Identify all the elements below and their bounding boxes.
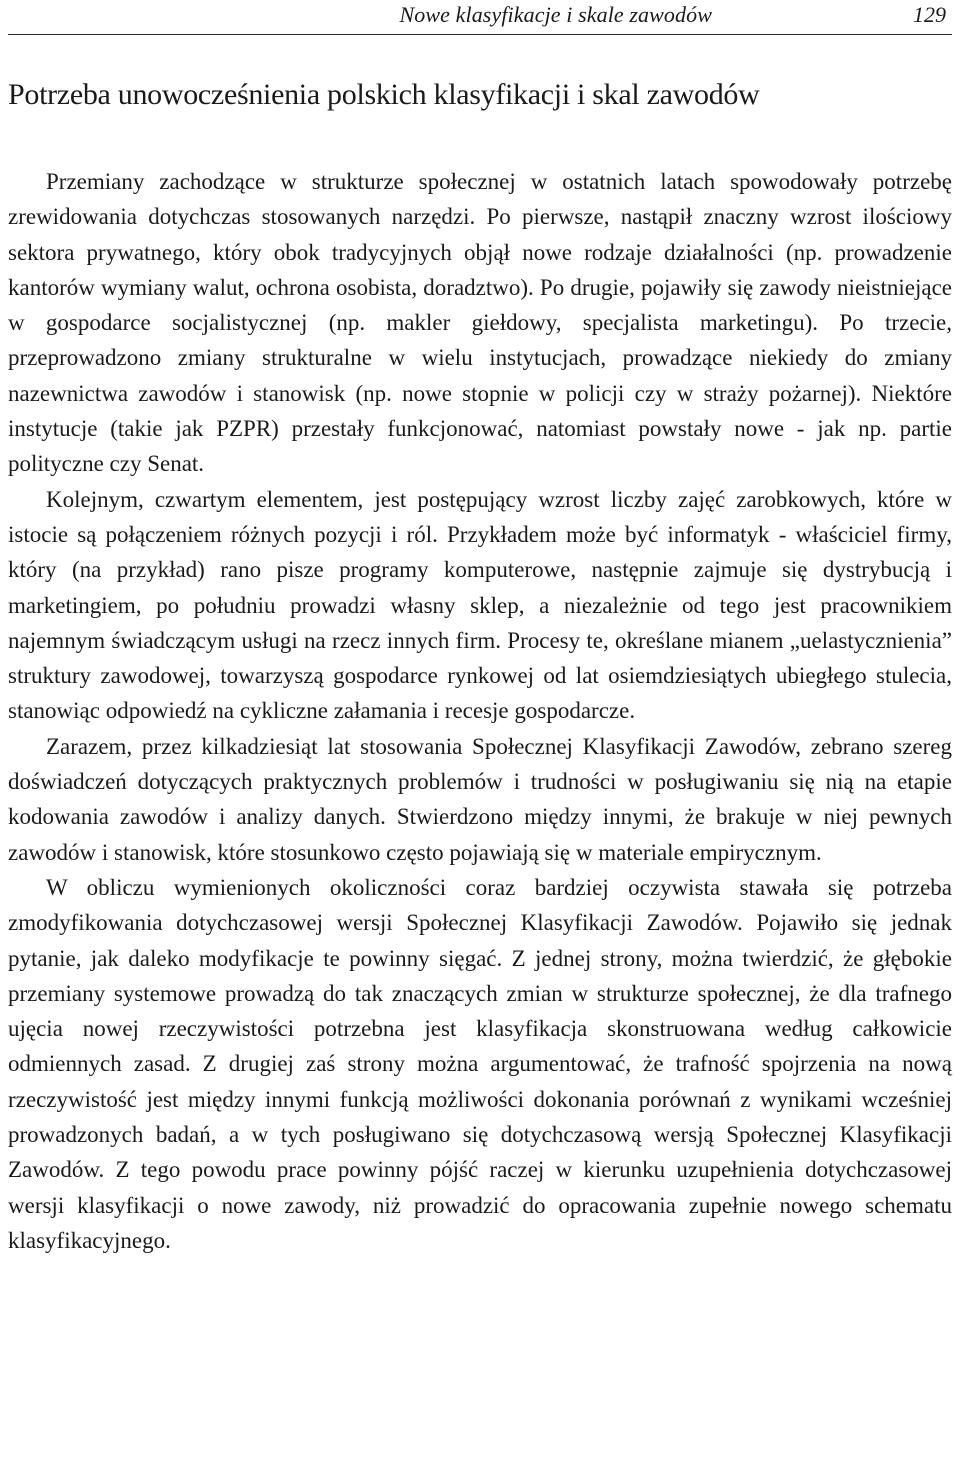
paragraph-2: Kolejnym, czwartym elementem, jest postępujący wzrost liczby zajęć zarobkowych, które w istocie są połączeniem różnych pozycji i ról. Przykładem może być informatyk - właściciel firmy, który (na przykład) rano pisze programy komputerowe, następnie zajmuje się dystrybucją i marketingiem, po południu prowadzi własny sklep, a niezależnie od tego jest pracownikiem najemnym świadczącym usługi na rzecz innych firm. Procesy te, określane mianem „uelastycznienia” struktury zawodowej, towarzyszą gospodarce rynkowej od lat osiemdziesiątych ubiegłego stulecia, stanowiąc odpowiedź na cykliczne załamania i recesje gospodarcze. [8, 486, 952, 724]
running-header [8, 0, 952, 35]
paragraph-1: Przemiany zachodzące w strukturze społecznej w ostatnich latach spowodowały potrzebę zrewidowania dotychczas stosowanych narzędzi. Po pierwsze, nastąpił znaczny wzrost ilościowy sektora prywatnego, który obok tradycyjnych objął nowe rodzaje działalności (np. prowadzenie kantorów wymiany walut, ochrona osobista, doradztwo). Po drugie, pojawiły się zawody nieistniejące w gospodarce socjalistycznej (np. makler giełdowy, specjalista marketingu). Po trzecie, przeprowadzono zmiany strukturalne w wielu instytucjach, prowadzące niekiedy do zmiany nazewnictwa zawodów i stanowisk (np. nowe stopnie w policji czy w straży pożarnej). Niektóre instytucje (takie jak PZPR) przestały funkcjonować, natomiast powstały nowe - jak np. partie polityczne czy Senat. [8, 169, 952, 477]
section-title: Potrzeba unowocześnienia polskich klasyfikacji i skal zawodów [8, 78, 760, 111]
paragraph-3: Zarazem, przez kilkadziesiąt lat stosowania Społecznej Klasyfikacji Zawodów, zebrano szereg doświadczeń dotyczących praktycznych problemów i trudności w posługiwaniu się nią na etapie kodowania zawodów i analizy danych. Stwierdzono między innymi, że brakuje w niej pewnych zawodów i stanowisk, które stosunkowo często pojawiają się w materiale empirycznym. [8, 733, 952, 865]
body-text [8, 164, 952, 1258]
running-title: Nowe klasyfikacje i skale zawodów [399, 2, 712, 27]
paragraph-4: W obliczu wymienionych okoliczności coraz bardziej oczywista stawała się potrzeba zmodyfikowania dotychczasowej wersji Społecznej Klasyfikacji Zawodów. Pojawiło się jednak pytanie, jak daleko modyfikacje te powinny sięgać. Z jednej strony, można twierdzić, że głębokie przemiany systemowe prowadzą do tak znaczących zmian w strukturze społecznej, że dla trafnego ujęcia nowej rzeczywistości potrzebna jest klasyfikacja skonstruowana według całkowicie odmiennych zasad. Z drugiej zaś strony można argumentować, że trafność spojrzenia na nową rzeczywistość jest między innymi funkcją możliwości dokonania porównań z wynikami wcześniej prowadzonych badań, a w tych posługiwano się dotychczasową wersją Społecznej Klasyfikacji Zawodów. Z tego powodu prace powinny pójść raczej w kierunku uzupełnienia dotychczasowej wersji klasyfikacji o nowe zawody, niż prowadzić do opracowania zupełnie nowego schematu klasyfikacyjnego. [8, 874, 952, 1253]
page-number: 129 [913, 2, 946, 27]
